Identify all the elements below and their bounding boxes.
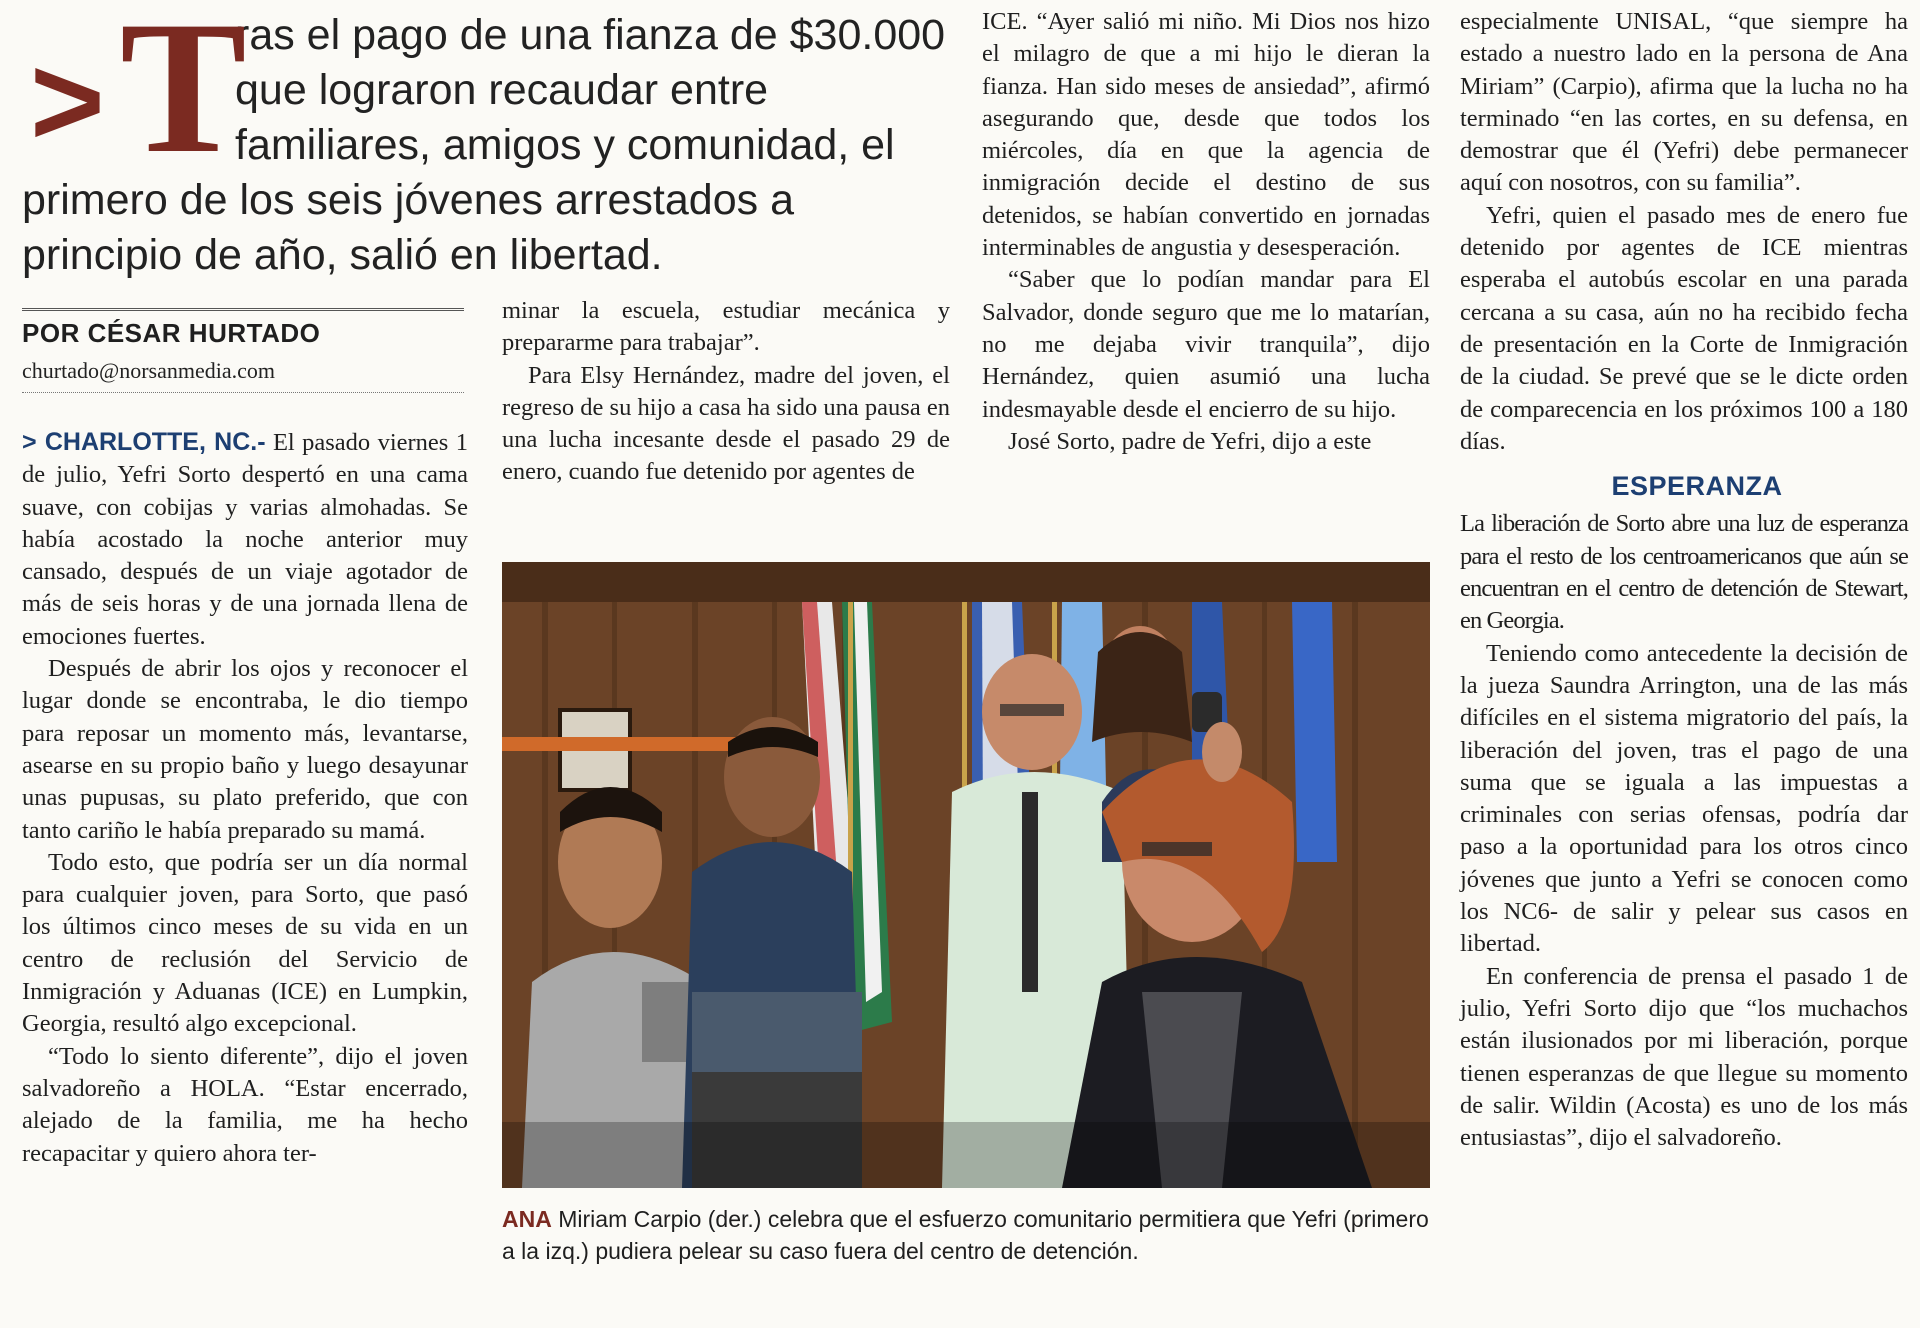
paragraph: especialmente UNISAL, “que siempre ha estado a nuestro lado en la persona de Ana Miriam” (Carpio), afirma que la lucha no ha terminado “en las cortes, en su defensa, en demostrar que él (Yefri) debe permanecer aquí con nosotros, con su familia”.: [1460, 8, 1908, 197]
paragraph: minar la escuela, estudiar mecánica y prepararme para trabajar”.: [502, 297, 950, 357]
photo-illustration: [502, 562, 1430, 1188]
byline-divider-bottom: [22, 392, 464, 393]
paragraph: “Todo lo siento diferente”, dijo el joven salvadoreño a HOLA. “Estar encerrado, alejado de la familia, me ha hecho recapacitar y quiero ahora ter-: [22, 1042, 468, 1167]
section-subhead: ESPERANZA: [1611, 471, 1783, 502]
article-column-4: [1460, 6, 1908, 1154]
article-lead: [22, 0, 962, 283]
drop-cap-block: [22, 0, 247, 193]
paragraph: Teniendo como antecedente la decisión de la jueza Saundra Arrington, una de las más difíciles en el sistema migratorio del país, la liberación del joven, tras el pago de una suma que se iguala a las impuestas a criminales con serias ofensas, podría dar paso a la oportunidad para los otros cinco jóvenes que junto a Yefri se conocen como los NC6- de salir y pelear sus casos en libertad.: [1460, 639, 1908, 958]
paragraph: La liberación de Sorto abre una luz de esperanza para el resto de los centroamericanos que aún se encuentran en el centro de detención de Stewart, en Georgia.: [1460, 510, 1908, 635]
paragraph: “Saber que lo podían mandar para El Salvador, donde seguro que me lo matarían, no me dejaba vivir tranquila”, dijo Hernández, quien asumió una lucha indesmayable desde el encierro de su hijo.: [982, 266, 1430, 423]
paragraph: Después de abrir los ojos y reconocer el lugar donde se encontraba, le dio tiempo para reposar un momento más, levantarse, asearse en su propio baño y luego desayunar unas pupusas, su plato preferido, que con tanto cariño le había preparado su mamá.: [22, 655, 468, 844]
drop-cap: T: [120, 0, 247, 193]
caption-lead-word: ANA: [502, 1206, 552, 1232]
paragraph: Todo esto, que podría ser un día normal para cualquier joven, para Sorto, que pasó los últimos cinco meses de su vida en un centro de reclusión del Servicio de Inmigración y Aduanas (ICE) en Lumpkin, Georgia, resultó algo excepcional.: [22, 848, 468, 1038]
paragraph-text: El pasado viernes 1 de julio, Yefri Sorto despertó en una cama suave, con cobijas y varias almohadas. Se había acostado la noche anterior muy cansado, después de un viaje agotador de más de seis horas y de una jornada llena de emociones fuertes.: [22, 429, 468, 650]
paragraph: Para Elsy Hernández, madre del joven, el regreso de su hijo a casa ha sido una pausa en una lucha incesante desde el pasado 29 de enero, cuando fue detenido por agentes de: [502, 361, 950, 486]
paragraph: Yefri, quien el pasado mes de enero fue detenido por agentes de ICE mientras esperaba el autobús escolar en una parada cercana a su casa, aún no ha recibido fecha de presentación en la Corte de Inmigración de la ciudad. Se prevé que se le dicte orden de comparecencia en los próximos 100 a 180 días.: [1460, 201, 1908, 455]
paragraph: [22, 426, 468, 653]
byline-author: POR CÉSAR HURTADO: [22, 318, 321, 348]
lead-text: ras el pago de una fianza de $30.000 que lograron recaudar entre familiares, amigos y comunidad, el primero de los seis jóvenes arrestados a principio de año, salió en libertad.: [22, 11, 946, 279]
byline-divider-top: [22, 308, 464, 311]
lead-arrow-icon: >: [30, 30, 105, 173]
photo-caption: [502, 1203, 1430, 1267]
paragraph: En conferencia de prensa el pasado 1 de julio, Yefri Sorto dijo que “los muchachos están ilusionados por mi liberación, porque tienen esperanzas de que llegue su momento de salir. Wildin (Acosta) es uno de los más entusiastas”, dijo el salvadoreño.: [1460, 962, 1908, 1152]
paragraph: ICE. “Ayer salió mi niño. Mi Dios nos hizo el milagro de que a mi hijo le dieran la fianza. Han sido meses de ansiedad”, afirmó asegurando que, desde que todos los miércoles, día en que la agencia de inmigración decide el destino de sus detenidos, se habían convertido en jornadas interminables de angustia y desesperación.: [982, 8, 1430, 262]
caption-text: Miriam Carpio (der.) celebra que el esfuerzo comunitario permitiera que Yefri (primero a la izq.) pudiera pelear su caso fuera del centro de detención.: [502, 1206, 1429, 1264]
dateline: > CHARLOTTE, NC.-: [22, 428, 266, 456]
article-column-2: [502, 295, 950, 489]
news-photo: [502, 562, 1430, 1188]
paragraph: José Sorto, padre de Yefri, dijo a este: [1008, 427, 1372, 455]
article-column-3: [982, 6, 1430, 458]
byline-email[interactable]: churtado@norsanmedia.com: [22, 358, 276, 383]
article-column-1: [22, 426, 468, 1170]
